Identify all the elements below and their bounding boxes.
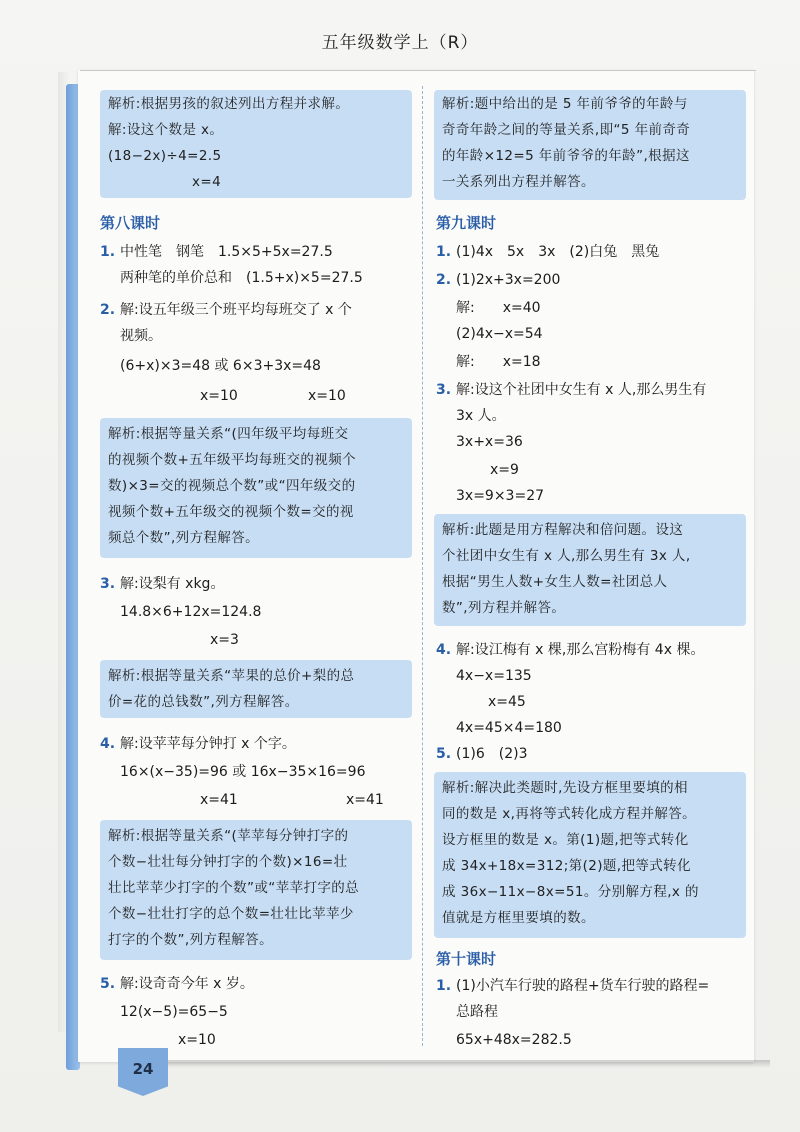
question-number: 2. (436, 272, 452, 288)
analysis-text: 解析:根据等量关系“(四年级平均每班交 (108, 426, 349, 442)
analysis-box (434, 90, 746, 200)
answer-line: x=10 (178, 1032, 216, 1048)
answer-line: x=9 (490, 462, 519, 478)
question-number: 3. (100, 576, 116, 592)
solution-line: 解:设这个数是 x。 (108, 122, 224, 138)
answer-line: 两种笔的单价总和 (1.5+x)×5=27.5 (120, 270, 363, 286)
analysis-text: 数”,列方程并解答。 (442, 600, 566, 616)
answer-line: 解:设奇奇今年 x 岁。 (120, 976, 254, 992)
answer-line: (1)6 (2)3 (456, 746, 528, 762)
analysis-text: 解析:根据男孩的叙述列出方程并求解。 (108, 96, 350, 112)
equation-line: (1)2x+3x=200 (456, 272, 561, 288)
analysis-text: 的年龄×12=5 年前爷爷的年龄”,根据这 (442, 148, 690, 164)
equation-line: 12(x−5)=65−5 (120, 1004, 228, 1020)
answer-line: 解: x=18 (456, 354, 541, 370)
question-number: 3. (436, 382, 452, 398)
analysis-text: 数)×3=交的视频总个数”或“四年级交的 (108, 478, 356, 494)
question-number: 5. (436, 746, 452, 762)
analysis-box (100, 418, 412, 558)
question-number: 1. (100, 244, 116, 260)
analysis-text: 频总个数”,列方程解答。 (108, 530, 260, 546)
question-number: 1. (436, 244, 452, 260)
equation-line: 65x+48x=282.5 (456, 1032, 572, 1048)
answer-line: x=10 (200, 388, 238, 404)
analysis-text: 视频个数+五年级交的视频个数=交的视 (108, 504, 354, 520)
analysis-box (100, 820, 412, 960)
analysis-text: 的视频个数+五年级平均每班交的视频个 (108, 452, 357, 468)
analysis-text: 同的数是 x,再将等式转化成方程并解答。 (442, 806, 697, 822)
analysis-text: 解析:题中给出的是 5 年前爷爷的年龄与 (442, 96, 688, 112)
equation-line: 4x=45×4=180 (456, 720, 562, 736)
equation-line: (6+x)×3=48 或 6×3+3x=48 (120, 358, 321, 374)
analysis-text: 解析:此题是用方程解决和倍问题。设这 (442, 522, 684, 538)
header-rule (80, 70, 756, 71)
analysis-text: 个数−壮壮打字的总个数=壮壮比苹苹少 (108, 906, 354, 922)
analysis-text: 解析:根据等量关系“苹果的总价+梨的总 (108, 668, 355, 684)
analysis-text: 解析:根据等量关系“(苹苹每分钟打字的 (108, 828, 349, 844)
equation-line: (18−2x)÷4=2.5 (108, 148, 222, 164)
section-title-lesson-8: 第八课时 (100, 214, 161, 232)
page-number: 24 (132, 1060, 154, 1078)
answer-line: x=45 (488, 694, 526, 710)
answer-line: 解:设江梅有 x 棵,那么宫粉梅有 4x 棵。 (456, 642, 705, 658)
answer-line: 总路程 (456, 1004, 498, 1020)
answer-line: 中性笔 钢笔 1.5×5+5x=27.5 (120, 244, 333, 260)
analysis-text: 价=花的总钱数”,列方程解答。 (108, 694, 299, 710)
section-title-lesson-9: 第九课时 (436, 214, 497, 232)
section-title-lesson-10: 第十课时 (436, 950, 497, 968)
analysis-text: 值就是方框里要填的数。 (442, 910, 595, 926)
answer-line: x=10 (308, 388, 346, 404)
analysis-box (434, 772, 746, 938)
answer-line: 解:设五年级三个班平均每班交了 x 个 (120, 302, 352, 318)
answer-line: 解: x=40 (456, 300, 541, 316)
answer-line: 3x 人。 (456, 408, 506, 424)
analysis-text: 根据“男生人数+女生人数=社团总人 (442, 574, 668, 590)
equation-line: 14.8×6+12x=124.8 (120, 604, 262, 620)
question-number: 5. (100, 976, 116, 992)
equation-line: 16×(x−35)=96 或 16x−35×16=96 (120, 764, 366, 780)
answer-line: 解:设苹苹每分钟打 x 个字。 (120, 736, 296, 752)
analysis-text: 设方框里的数是 x。第(1)题,把等式转化 (442, 832, 689, 848)
equation-line: 3x+x=36 (456, 434, 523, 450)
analysis-text: 个社团中女生有 x 人,那么男生有 3x 人, (442, 548, 691, 564)
analysis-text: 一关系列出方程并解答。 (442, 174, 595, 190)
page-bottom-shadow (160, 1060, 770, 1068)
question-number: 1. (436, 978, 452, 994)
answer-line: (1)4x 5x 3x (2)白兔 黑兔 (456, 244, 660, 260)
page-header: 五年级数学上（R） (321, 33, 479, 53)
question-number: 4. (100, 736, 116, 752)
answer-line: 视频。 (120, 328, 162, 344)
answer-line: x=4 (192, 174, 222, 190)
analysis-box (100, 90, 412, 198)
equation-line: 3x=9×3=27 (456, 488, 545, 504)
answer-line: x=41 (346, 792, 384, 808)
analysis-box (434, 514, 746, 626)
analysis-text: 个数−壮壮每分钟打字的个数)×16=壮 (108, 854, 348, 870)
question-number: 4. (436, 642, 452, 658)
equation-line: 4x−x=135 (456, 668, 532, 684)
answer-line: 解:设梨有 xkg。 (120, 576, 225, 592)
equation-line: (2)4x−x=54 (456, 326, 543, 342)
analysis-text: 成 36x−11x−8x=51。分别解方程,x 的 (442, 884, 699, 900)
question-number: 2. (100, 302, 116, 318)
column-divider (422, 86, 423, 1046)
analysis-text: 解析:解决此类题时,先设方框里要填的相 (442, 780, 688, 796)
answer-line: x=41 (200, 792, 238, 808)
analysis-text: 奇奇年龄之间的等量关系,即“5 年前奇奇 (442, 122, 691, 138)
analysis-text: 壮比苹苹少打字的个数”或“苹苹打字的总 (108, 880, 360, 896)
analysis-text: 成 34x+18x=312;第(2)题,把等式转化 (442, 858, 691, 874)
analysis-text: 打字的个数”,列方程解答。 (108, 932, 273, 948)
analysis-box (100, 660, 412, 718)
answer-line: 解:设这个社团中女生有 x 人,那么男生有 (456, 382, 707, 398)
answer-line: x=3 (210, 632, 239, 648)
answer-line: (1)小汽车行驶的路程+货车行驶的路程= (456, 978, 710, 994)
